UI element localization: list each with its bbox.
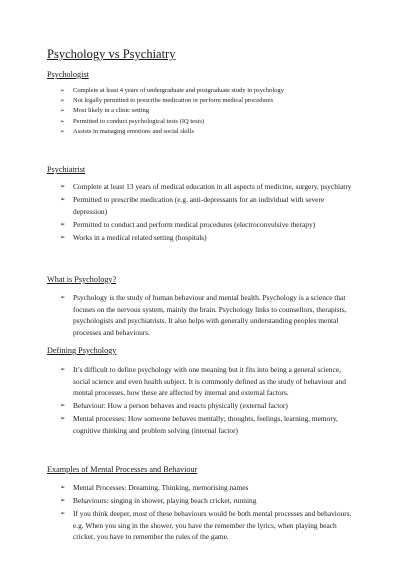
heading-psychiatrist: Psychiatrist	[47, 165, 86, 174]
arrow-bullet-icon: ➢	[60, 484, 66, 491]
arrow-bullet-icon: ➢	[60, 220, 66, 228]
list-what-is-psychology	[60, 292, 355, 340]
heading-what-is-psychology: What is Psychology?	[47, 275, 117, 284]
list-item: ➢ Not legally permitted to prescribe medication or perform medical procedures	[60, 96, 360, 106]
heading-defining-psychology: Defining Psychology	[47, 346, 117, 355]
list-item: ➢ Complete at least 4 years of undergraduate and postgraduate study in psychology	[60, 86, 360, 96]
list-item: ➢ If you think deeper, most of these behaviours would be both mental processes and behaviours. e.g. When you sing in the shower, you have the remember the lyrics, when playing beach cricket, you have to remember the rules of the game.	[60, 509, 352, 542]
list-examples	[60, 482, 355, 544]
arrow-bullet-icon: ➢	[60, 402, 66, 410]
arrow-bullet-icon: ➢	[60, 233, 66, 241]
arrow-bullet-icon: ➢	[60, 183, 66, 190]
list-psychologist	[60, 86, 360, 137]
list-item: ➢ Permitted to conduct psychological tests (IQ tests)	[60, 117, 360, 127]
arrow-bullet-icon: ➢	[60, 510, 66, 518]
list-item: ➢ It’s difficult to define psychology with one meaning but it fits into being a general science, social science and even health subject. It is commonly defined as the study of behaviour and mental processes, how these are affected by internal and external factors.	[60, 365, 346, 398]
list-item: ➢ Complete at least 13 years of medical education in all aspects of medicine, surgery, psychiatry	[60, 182, 352, 191]
list-psychiatrist	[60, 181, 355, 245]
list-item: ➢ Behaviour: How a person behaves and reacts physically (external factor)	[60, 401, 288, 411]
list-item: ➢ Mental processes: How someone behaves mentally; thoughts, feelings, learning, memory, cognitive thinking and problem solving (internal factor)	[60, 414, 338, 435]
arrow-bullet-icon: ➢	[60, 497, 66, 505]
arrow-bullet-icon: ➢	[60, 366, 66, 373]
list-item: ➢ Behaviours: singing in shower, playing beach cricket, running	[60, 496, 257, 506]
list-item: ➢ Permitted to conduct and perform medical procedures (electroconvulsive therapy)	[60, 219, 316, 229]
arrow-bullet-icon: ➢	[60, 128, 65, 135]
arrow-bullet-icon: ➢	[60, 118, 65, 125]
list-item: ➢ Assists in managing emotions and social skills	[60, 127, 360, 137]
heading-psychologist: Psychologist	[47, 70, 89, 79]
arrow-bullet-icon: ➢	[60, 98, 65, 105]
list-item: ➢ Permitted to prescribe medication (e.g. anti-depressants for an individual with severe depression)	[60, 195, 325, 216]
arrow-bullet-icon: ➢	[60, 108, 65, 115]
arrow-bullet-icon: ➢	[60, 196, 66, 204]
heading-examples: Examples of Mental Processes and Behaviour	[47, 465, 198, 474]
arrow-bullet-icon: ➢	[60, 415, 66, 423]
document-title: Psychology vs Psychiatry	[47, 47, 176, 61]
list-item: ➢ Psychology is the study of human behaviour and mental health. Psychology is a science that focuses on the nervous system, mainly the brain. Psychology links to counsellors, therapists, psychologists and psychiatrists. It also helps with generally understanding peoples mental processes and behaviours.	[60, 293, 347, 337]
list-item: ➢ Works in a medical related setting (hospitals)	[60, 232, 207, 242]
list-defining-psychology	[60, 364, 355, 438]
list-item: ➢ Most likely in a clinic setting	[60, 106, 360, 116]
arrow-bullet-icon: ➢	[60, 294, 66, 301]
list-item: ➢ Mental Processes: Dreaming, Thinking, memorising names	[60, 483, 249, 492]
arrow-bullet-icon: ➢	[60, 88, 65, 94]
